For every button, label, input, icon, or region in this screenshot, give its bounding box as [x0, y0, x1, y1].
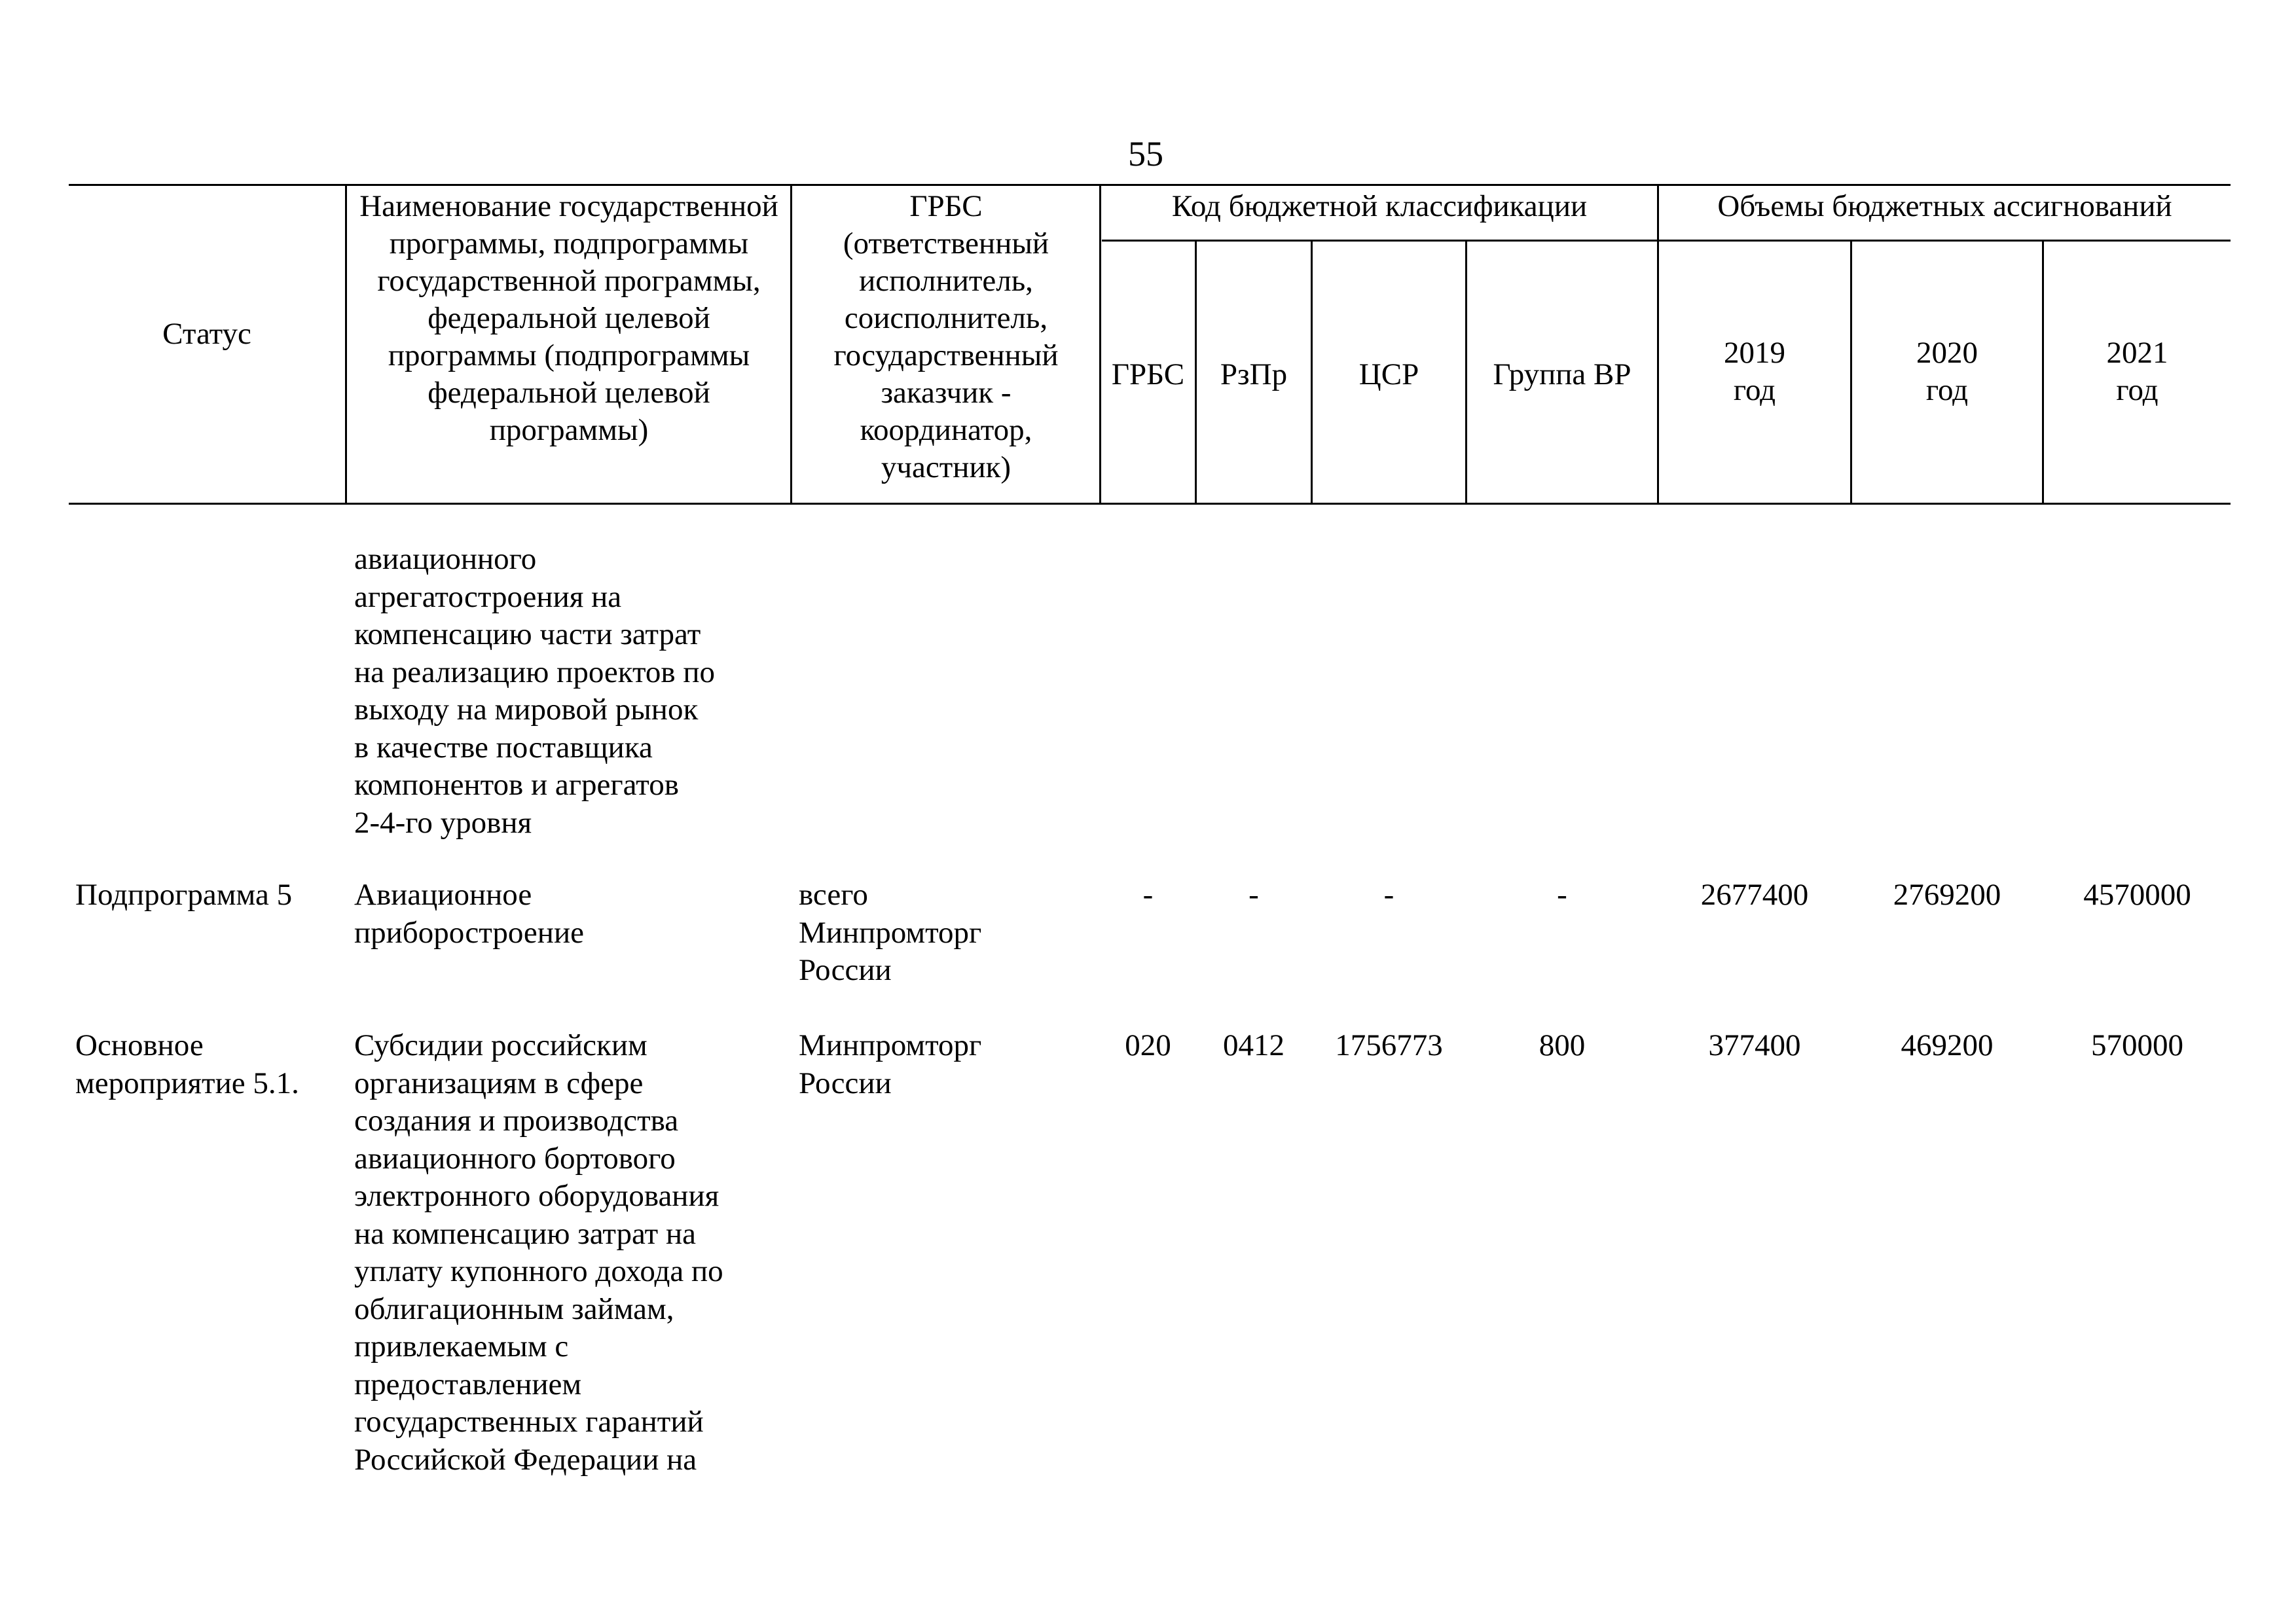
year-label: 2021 — [2106, 336, 2168, 370]
header-code-rzpr: РзПр — [1220, 357, 1288, 391]
row-subprogram-code-csr: - — [1383, 878, 1394, 912]
header-code-csr: ЦСР — [1358, 357, 1419, 391]
col-divider — [1099, 184, 1101, 505]
row-subprogram-status: Подпрограмма 5 — [75, 878, 293, 912]
page-number: 55 — [1128, 134, 1163, 173]
group-header-rule-volume — [1662, 240, 2231, 242]
row-activity-code-rzpr: 0412 — [1223, 1028, 1285, 1062]
col-divider — [790, 184, 792, 505]
header-program-name: Наименование государственной программы, подпрограммы государственной программы, федеральной целевой программы (подпрограммы федеральной целевой программы) — [359, 189, 778, 447]
row-subprogram-code-rzpr: - — [1248, 878, 1259, 912]
header-code-group-vr: Группа ВР — [1493, 357, 1631, 391]
row-subprogram-value-2019: 2677400 — [1700, 878, 1809, 912]
row-activity-status: Основное мероприятие 5.1. — [75, 1028, 299, 1100]
row-activity-code-group-vr: 800 — [1539, 1028, 1586, 1062]
header-year-2021 — [2044, 334, 2231, 409]
row-activity-value-2020: 469200 — [1901, 1028, 1994, 1062]
header-grbs-responsible: ГРБС (ответственный исполнитель, соисполнитель, государственный заказчик - координатор, участник) — [833, 189, 1059, 484]
row-subprogram-code-grbs: - — [1142, 878, 1154, 912]
col-divider — [345, 184, 347, 505]
row-subprogram-value-2021: 4570000 — [2083, 878, 2191, 912]
year-unit: год — [1733, 373, 1776, 407]
row-subprogram-grbs: всего Минпромторг России — [799, 878, 982, 987]
row-continuation-name: авиационного агрегатостроения на компенсацию части затрат на реализацию проектов по выходу на мировой рынок в качестве поставщика компонентов и агрегатов 2-4-го уровня — [354, 542, 715, 840]
row-activity-code-csr: 1756773 — [1335, 1028, 1443, 1062]
row-activity-value-2021: 570000 — [2091, 1028, 2183, 1062]
table-top-rule — [69, 184, 2231, 186]
year-label: 2019 — [1724, 336, 1785, 370]
header-budget-volume-group: Объемы бюджетных ассигнований — [1717, 189, 2172, 223]
row-activity-code-grbs: 020 — [1125, 1028, 1171, 1062]
row-subprogram-value-2020: 2769200 — [1893, 878, 2001, 912]
row-activity-value-2019: 377400 — [1708, 1028, 1801, 1062]
header-year-2019 — [1659, 334, 1850, 409]
header-code-grbs: ГРБС — [1111, 357, 1185, 391]
row-activity-grbs: Минпромторг России — [799, 1028, 982, 1100]
header-status: Статус — [162, 317, 251, 351]
row-activity-name: Субсидии российским организациям в сфере создания и производства авиационного бортового электронного оборудования на компенсацию затрат на уплату купонного дохода по облигационным займам, привлекаемым с предоставлением государственных гарантий Российской Федерации на — [354, 1028, 723, 1477]
year-unit: год — [1925, 373, 1969, 407]
table-header-bottom-rule — [69, 503, 2231, 505]
year-label: 2020 — [1916, 336, 1978, 370]
row-subprogram-name: Авиационное приборостроение — [354, 878, 584, 950]
year-unit: год — [2116, 373, 2159, 407]
group-header-rule-code — [1102, 240, 1662, 242]
header-year-2020 — [1852, 334, 2042, 409]
row-subprogram-code-group-vr: - — [1557, 878, 1567, 912]
header-budget-code-group: Код бюджетной классификации — [1171, 189, 1588, 223]
